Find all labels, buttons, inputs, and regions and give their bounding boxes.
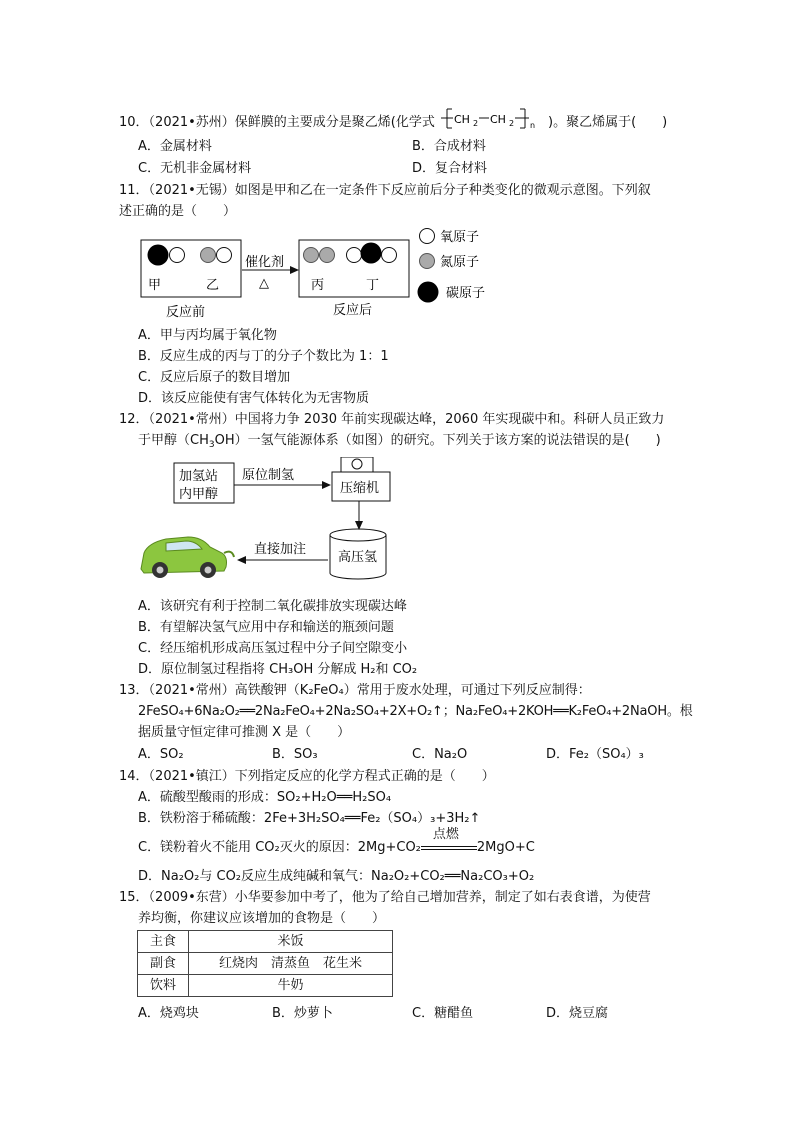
- q11-option-c[interactable]: C．反应后原子的数目增加: [138, 370, 291, 385]
- q12-option-d[interactable]: D．原位制氢过程指将 CH₃OH 分解成 H₂和 CO₂: [138, 662, 418, 677]
- diet-table: [137, 930, 393, 997]
- q13-option-c[interactable]: C．Na₂O: [412, 747, 468, 762]
- q15-option-b[interactable]: B．炒萝卜: [272, 1006, 333, 1021]
- carbon-atom: [148, 245, 169, 266]
- legend-nitrogen-icon: [420, 254, 435, 269]
- nitrogen-atom: [304, 248, 319, 263]
- table-row: 饮料 牛奶: [138, 975, 393, 997]
- oxygen-atom: [217, 248, 232, 263]
- in-situ-label: 原位制氢: [242, 468, 295, 483]
- legend-carbon-icon: [418, 282, 439, 303]
- direct-fill-label: 直接加注: [254, 542, 307, 557]
- q14-stem: 14．（2021•镇江）下列指定反应的化学方程式正确的是（ ）: [119, 769, 495, 784]
- q13-option-d[interactable]: D．Fe₂（SO₄）₃: [546, 747, 644, 762]
- oxygen-atom: [170, 248, 185, 263]
- q11-diagram: [136, 224, 516, 324]
- q14-option-a[interactable]: A．硫酸型酸雨的形成：SO₂+H₂O══H₂SO₄: [138, 790, 392, 805]
- station-label-1: 加氢站: [179, 469, 219, 484]
- q10-formula-ch2-a: CH: [454, 113, 470, 126]
- q13-stem-line1: 13．（2021•常州）高铁酸钾（K₂FeO₄）常用于废水处理，可通过下列反应制得：: [119, 683, 591, 698]
- oxygen-atom: [347, 248, 362, 263]
- q11-stem-line1: 11．（2021•无锡）如图是甲和乙在一定条件下反应前后分子种类变化的微观示意图。下列叙: [119, 183, 651, 198]
- q12-option-c[interactable]: C．经压缩机形成高压氢过程中分子间空隙变小: [138, 641, 408, 656]
- svg-text:2: 2: [509, 119, 515, 128]
- q10-option-d[interactable]: D．复合材料: [412, 161, 488, 176]
- before-label: 反应前: [166, 305, 206, 320]
- ignite-condition: 点燃: [421, 839, 477, 857]
- gauge-icon: [352, 459, 362, 469]
- table-row: 副食 红烧肉 清蒸鱼 花生米: [138, 953, 393, 975]
- q14-option-c[interactable]: C．镁粉着火不能用 CO₂灭火的原因：2Mg+CO₂ 点燃 2MgO+C: [138, 827, 535, 855]
- label-jia: 甲: [148, 278, 162, 293]
- q12-stem-line2: 于甲醇$(CH_3OH)$一氢气能源体系（如图）的研究。下列关于该方案的说法错误的是( ): [138, 433, 661, 450]
- q10-stem-end: )。聚乙烯属于( ): [548, 115, 668, 130]
- legend-nitrogen: 氮原子: [440, 255, 480, 270]
- q11-stem-line2: 述正确的是（ ）: [119, 204, 237, 219]
- label-ding: 丁: [366, 278, 380, 293]
- station-label-2: 内甲醇: [179, 487, 219, 502]
- legend-carbon: 碳原子: [446, 286, 486, 301]
- q10-option-a[interactable]: A．金属材料: [138, 139, 212, 154]
- car-icon: [141, 537, 234, 578]
- q13-stem-line2: 2FeSO₄+6Na₂O₂══2Na₂FeO₄+2Na₂SO₄+2X+O₂↑；Na₂FeO₄+2KOH══K₂FeO₄+2NaOH。根: [138, 704, 693, 719]
- q15-option-a[interactable]: A．烧鸡块: [138, 1006, 199, 1021]
- oxygen-atom: [382, 248, 397, 263]
- q15-option-c[interactable]: C．糖醋鱼: [412, 1006, 474, 1021]
- q14-option-b[interactable]: B．铁粉溶于稀硫酸：2Fe+3H₂SO₄══Fe₂（SO₄）₃+3H₂↑: [138, 811, 481, 826]
- nitrogen-atom: [320, 248, 335, 263]
- q10-formula-ch2-b: CH: [490, 113, 506, 126]
- svg-text:2: 2: [473, 119, 479, 128]
- compressor-label: 压缩机: [340, 481, 380, 496]
- q10-stem: 10．（2021•苏州）保鲜膜的主要成分是聚乙烯(化学式: [119, 115, 435, 130]
- q10-option-c[interactable]: C．无机非金属材料: [138, 161, 252, 176]
- label-bing: 丙: [311, 278, 325, 293]
- q14-option-d[interactable]: D．Na₂O₂与 CO₂反应生成纯碱和氧气：Na₂O₂+CO₂══Na₂CO₃+O₂: [138, 869, 535, 884]
- q15-stem-line1: 15．（2009•东营）小华要参加中考了，他为了给自己增加营养，制定了如右表食谱，为使营: [119, 890, 651, 905]
- q12-option-a[interactable]: A．该研究有利于控制二氧化碳排放实现碳达峰: [138, 599, 407, 614]
- q15-option-d[interactable]: D．烧豆腐: [546, 1006, 609, 1021]
- q12-diagram: [136, 457, 396, 585]
- high-pressure-label: 高压氢: [338, 550, 378, 565]
- heat-label: △: [259, 276, 269, 291]
- tank-top: [330, 529, 386, 541]
- legend-oxygen-icon: [420, 229, 435, 244]
- q10-formula-n: n: [530, 121, 536, 130]
- label-yi: 乙: [206, 278, 220, 293]
- q11-option-d[interactable]: D．该反应能使有害气体转化为无害物质: [138, 391, 370, 406]
- q13-option-b[interactable]: B．SO₃: [272, 747, 318, 762]
- q12-stem-line1: 12．（2021•常州）中国将力争 2030 年前实现碳达峰，2060 年实现碳中和。科研人员正致力: [119, 412, 665, 427]
- q11-option-b[interactable]: B．反应生成的丙与丁的分子个数比为 1：1: [138, 349, 389, 364]
- catalyst-label: 催化剂: [245, 255, 285, 270]
- q10-option-b[interactable]: B．合成材料: [412, 139, 486, 154]
- q15-stem-line2: 养均衡，你建议应该增加的食物是（ ）: [138, 911, 386, 926]
- legend-oxygen: 氧原子: [440, 230, 480, 245]
- table-row: 主食 米饭: [138, 931, 393, 953]
- q10-formula: [441, 106, 549, 132]
- after-label: 反应后: [333, 303, 373, 318]
- nitrogen-atom: [201, 248, 216, 263]
- q13-option-a[interactable]: A．SO₂: [138, 747, 184, 762]
- q13-stem-line3: 据质量守恒定律可推测 X 是（ ）: [138, 725, 351, 740]
- q12-option-b[interactable]: B．有望解决氢气应用中存和输送的瓶颈问题: [138, 620, 394, 635]
- carbon-atom: [361, 243, 382, 264]
- q11-option-a[interactable]: A．甲与丙均属于氧化物: [138, 328, 277, 343]
